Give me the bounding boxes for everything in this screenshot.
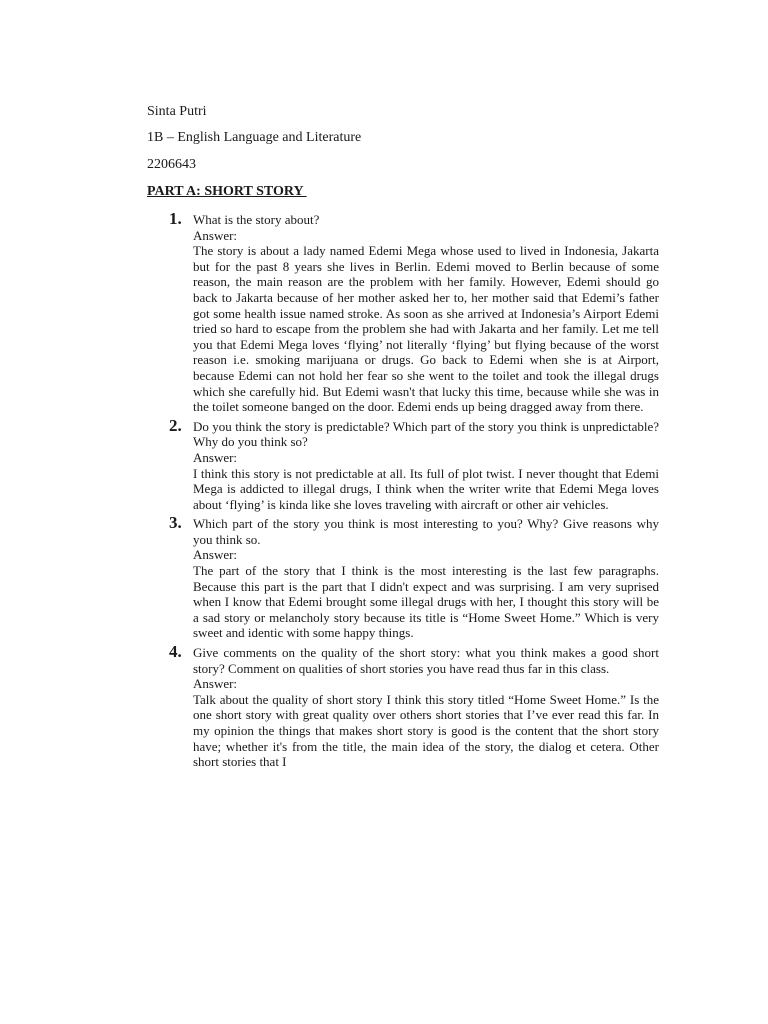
answer-text: The story is about a lady named Edemi Mega whose used to lived in Indonesia, Jakarta but for the past 8 years she lives in Berlin. Edemi moved to Berlin because of some reason, the main reason are the problem with her family. However, Edemi should go back to Jakarta because of her mother asked her to, her mother said that Edemi’s father got some health issue named stroke. As soon as she arrived at Indonesia’s Airport Edemi tried so hard to escape from the problem she had with Jakarta and her family. Let me tell you that Edemi Mega loves ‘flying’ not literally ‘flying’ but flying because of the worst reason i.e. smoking marijuana or drugs. Go back to Edemi when she is at Airport, because Edemi can not hold her fear so she went to the toilet and took the illegal drugs which she carefully hid. But Edemi wasn't that lucky this time, because while she was in the toilet someone banged on the door. Edemi ends up being dragged away from there. — [193, 243, 659, 415]
answer-text: Talk about the quality of short story I think this story titled “Home Sweet Home.” Is the one short story with great quality over others short stories that I’ve ever read this far. In my opinion the things that makes short story is good is the content that the short story have; whether it's from the title, the main idea of the story, the dialog et cetera. Other short stories that I — [193, 691, 659, 770]
course-line: 1B – English Language and Literature — [147, 130, 362, 145]
answer-label: Answer: — [193, 547, 238, 563]
question-list — [147, 209, 659, 774]
part-heading: PART A: SHORT STORY — [147, 184, 307, 199]
answer-label: Answer: — [193, 676, 238, 692]
answer-text: The part of the story that I think is the most interesting is the last few paragraphs. Because this part is the part that I didn't expect and was surprising. I am very suprised when I know that Edemi brought some illegal drugs with her, I thought this story will be a sad story or melancholy story because its title is “Home Sweet Home.” Which is very sweet and identic with some happy things. — [193, 563, 659, 641]
answer-label: Answer: — [193, 227, 238, 243]
answer-text: I think this story is not predictable at all. Its full of plot twist. I never thought that Edemi Mega is addicted to illegal drugs, I think when the writer write that Edemi Mega loves about ‘flying’ is kinda like she loves traveling with aircraft or other air vehicles. — [193, 465, 659, 512]
question-number: 2. — [169, 415, 182, 435]
question-number: 3. — [169, 513, 182, 533]
question-item-1 — [147, 209, 659, 415]
student-name: Sinta Putri — [147, 104, 207, 119]
question-text: Which part of the story you think is most interesting to you? Why? Give reasons why you think so. — [193, 516, 659, 547]
question-item-3 — [147, 513, 659, 641]
question-item-4 — [147, 642, 659, 770]
question-text: What is the story about? — [193, 212, 320, 227]
student-id: 2206643 — [147, 157, 196, 172]
question-item-2 — [147, 415, 659, 513]
question-number: 4. — [169, 642, 182, 662]
answer-label: Answer: — [193, 449, 238, 465]
question-text: Do you think the story is predictable? Which part of the story you think is unpredictable? Why do you think so? — [193, 418, 659, 450]
question-number: 1. — [169, 209, 182, 228]
question-text: Give comments on the quality of the short story: what you think makes a good short story? Comment on qualities of short stories you have read thus far in this class. — [193, 645, 659, 676]
